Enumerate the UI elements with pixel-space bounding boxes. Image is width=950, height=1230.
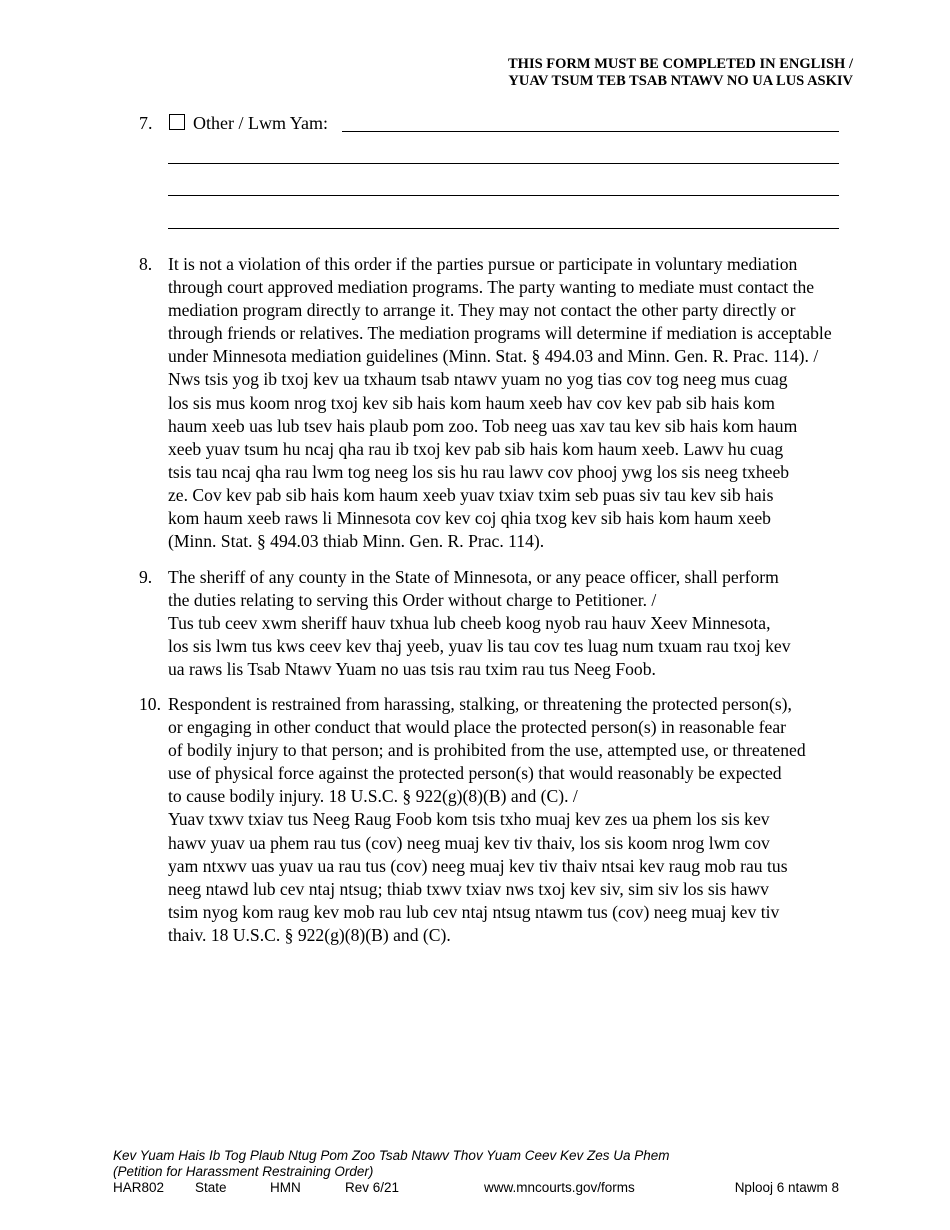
text-line: ze. Cov kev pab sib hais kom haum xeeb yuav txiav txim seb puas siv tau kev sib hais [168, 484, 774, 505]
text-line: the duties relating to serving this Order without charge to Petitioner. / [168, 590, 657, 611]
text-line: yam ntxwv uas yuav ua rau tus (cov) neeg muaj kev tiv thaiv ntsai kev raug mob rau tus [168, 855, 788, 876]
text-line: Nws tsis yog ib txoj kev ua txhaum tsab ntawv yuam no yog tias cov tog neeg mus cuag [168, 369, 788, 390]
item-number: 9. [139, 567, 153, 587]
other-continuation-line[interactable] [168, 163, 839, 164]
item-text [168, 253, 839, 553]
notice-line-hmong: YUAV TSUM TEB TSAB NTAWV NO UA LUS ASKIV [508, 73, 853, 89]
other-continuation-line[interactable] [168, 195, 839, 196]
form-code: HAR802 [113, 1180, 165, 1195]
text-line: of bodily injury to that person; and is prohibited from the use, attempted use, or threatened [168, 740, 806, 761]
item-10-restraint [139, 693, 839, 947]
text-line: los sis lwm tus kws ceev kev thaj yeeb, yuav lis tau cov tes luag num txuam rau txoj kev [168, 636, 791, 657]
page-footer [113, 1148, 839, 1196]
footer-title-english: (Petition for Harassment Restraining Order) [113, 1164, 374, 1179]
text-line: through friends or relatives. The mediation programs will determine if mediation is acceptable [168, 323, 832, 344]
other-input-line[interactable] [342, 131, 839, 132]
text-line: Yuav txwv txiav tus Neeg Raug Foob kom tsis txho muaj kev zes ua phem los sis kev [168, 809, 770, 830]
footer-info-row [113, 1180, 839, 1196]
text-line: kom haum xeeb raws li Minnesota cov kev coj qhia txog kev sib hais kom haum xeeb [168, 508, 771, 529]
page-number: Nplooj 6 ntawm 8 [734, 1180, 839, 1195]
item-number: 8. [139, 254, 153, 274]
text-line: tsis tau ncaj qha rau lwm tog neeg los sis hu rau lawv cov phooj ywg los sis neeg txheeb [168, 461, 790, 482]
item-text [168, 693, 839, 947]
text-line: or engaging in other conduct that would place the protected person(s) in reasonable fear [168, 717, 786, 738]
other-checkbox[interactable] [169, 114, 185, 130]
text-line: mediation program directly to arrange it. They may not contact the other party directly or [168, 300, 796, 321]
item-text [168, 566, 839, 681]
text-line: Tus tub ceev xwm sheriff hauv txhua lub cheeb koog nyob rau hauv Xeev Minnesota, [168, 613, 771, 634]
text-line: thaiv. 18 U.S.C. § 922(g)(8)(B) and (C). [168, 924, 451, 945]
text-line: Respondent is restrained from harassing, stalking, or threatening the protected person(s), [168, 694, 792, 714]
text-line: ua raws lis Tsab Ntawv Yuam no uas tsis rau txim rau tus Neeg Foob. [168, 659, 656, 680]
other-continuation-line[interactable] [168, 228, 839, 229]
text-line: (Minn. Stat. § 494.03 thiab Minn. Gen. R. Prac. 114). [168, 531, 545, 552]
jurisdiction: State [195, 1180, 227, 1195]
text-line: tsim nyog kom raug kev mob rau lub cev ntaj ntsug ntawm tus (cov) neeg muaj kev tiv [168, 901, 780, 922]
revision: Rev 6/21 [345, 1180, 400, 1195]
text-line: under Minnesota mediation guidelines (Minn. Stat. § 494.03 and Minn. Gen. R. Prac. 114). / [168, 346, 819, 367]
text-line: The sheriff of any county in the State of Minnesota, or any peace officer, shall perform [168, 567, 779, 587]
text-line: hawv yuav ua phem rau tus (cov) neeg muaj kev tiv thaiv, los sis koom nrog lwm cov [168, 832, 770, 853]
footer-title-hmong: Kev Yuam Hais Ib Tog Plaub Ntug Pom Zoo Tsab Ntawv Thov Yuam Ceev Kev Zes Ua Phem [113, 1148, 670, 1163]
text-line: through court approved mediation programs. The party wanting to mediate must contact the [168, 277, 815, 298]
text-line: los sis mus koom nrog txoj kev sib hais kom haum xeeb hav cov kev pab sib hais kom [168, 392, 775, 413]
text-line: haum xeeb uas lub tsev hais plaub pom zoo. Tob neeg uas xav tau kev sib hais kom haum [168, 415, 798, 436]
other-label: Other / Lwm Yam: [193, 113, 328, 133]
language-code: HMN [270, 1180, 301, 1195]
item-number: 10. [139, 694, 161, 714]
text-line: It is not a violation of this order if the parties pursue or participate in voluntary mediation [168, 254, 798, 274]
text-line: xeeb yuav tsum hu ncaj qha rau ib txoj kev pab sib hais kom haum xeeb. Lawv hu cuag [168, 438, 784, 459]
item-9-sheriff [139, 566, 839, 681]
notice-line-english: THIS FORM MUST BE COMPLETED IN ENGLISH / [508, 56, 853, 72]
text-line: neeg ntawd lub cev ntaj ntsug; thiab txwv txiav nws txoj kev siv, sim siv los sis hawv [168, 878, 769, 899]
item-8-mediation [139, 253, 839, 553]
forms-url[interactable]: www.mncourts.gov/forms [484, 1180, 635, 1195]
text-line: to cause bodily injury. 18 U.S.C. § 922(g)(8)(B) and (C). / [168, 786, 578, 807]
text-line: use of physical force against the protected person(s) that would reasonably be expected [168, 763, 782, 784]
item-number: 7. [139, 113, 153, 133]
form-language-notice [508, 56, 853, 90]
